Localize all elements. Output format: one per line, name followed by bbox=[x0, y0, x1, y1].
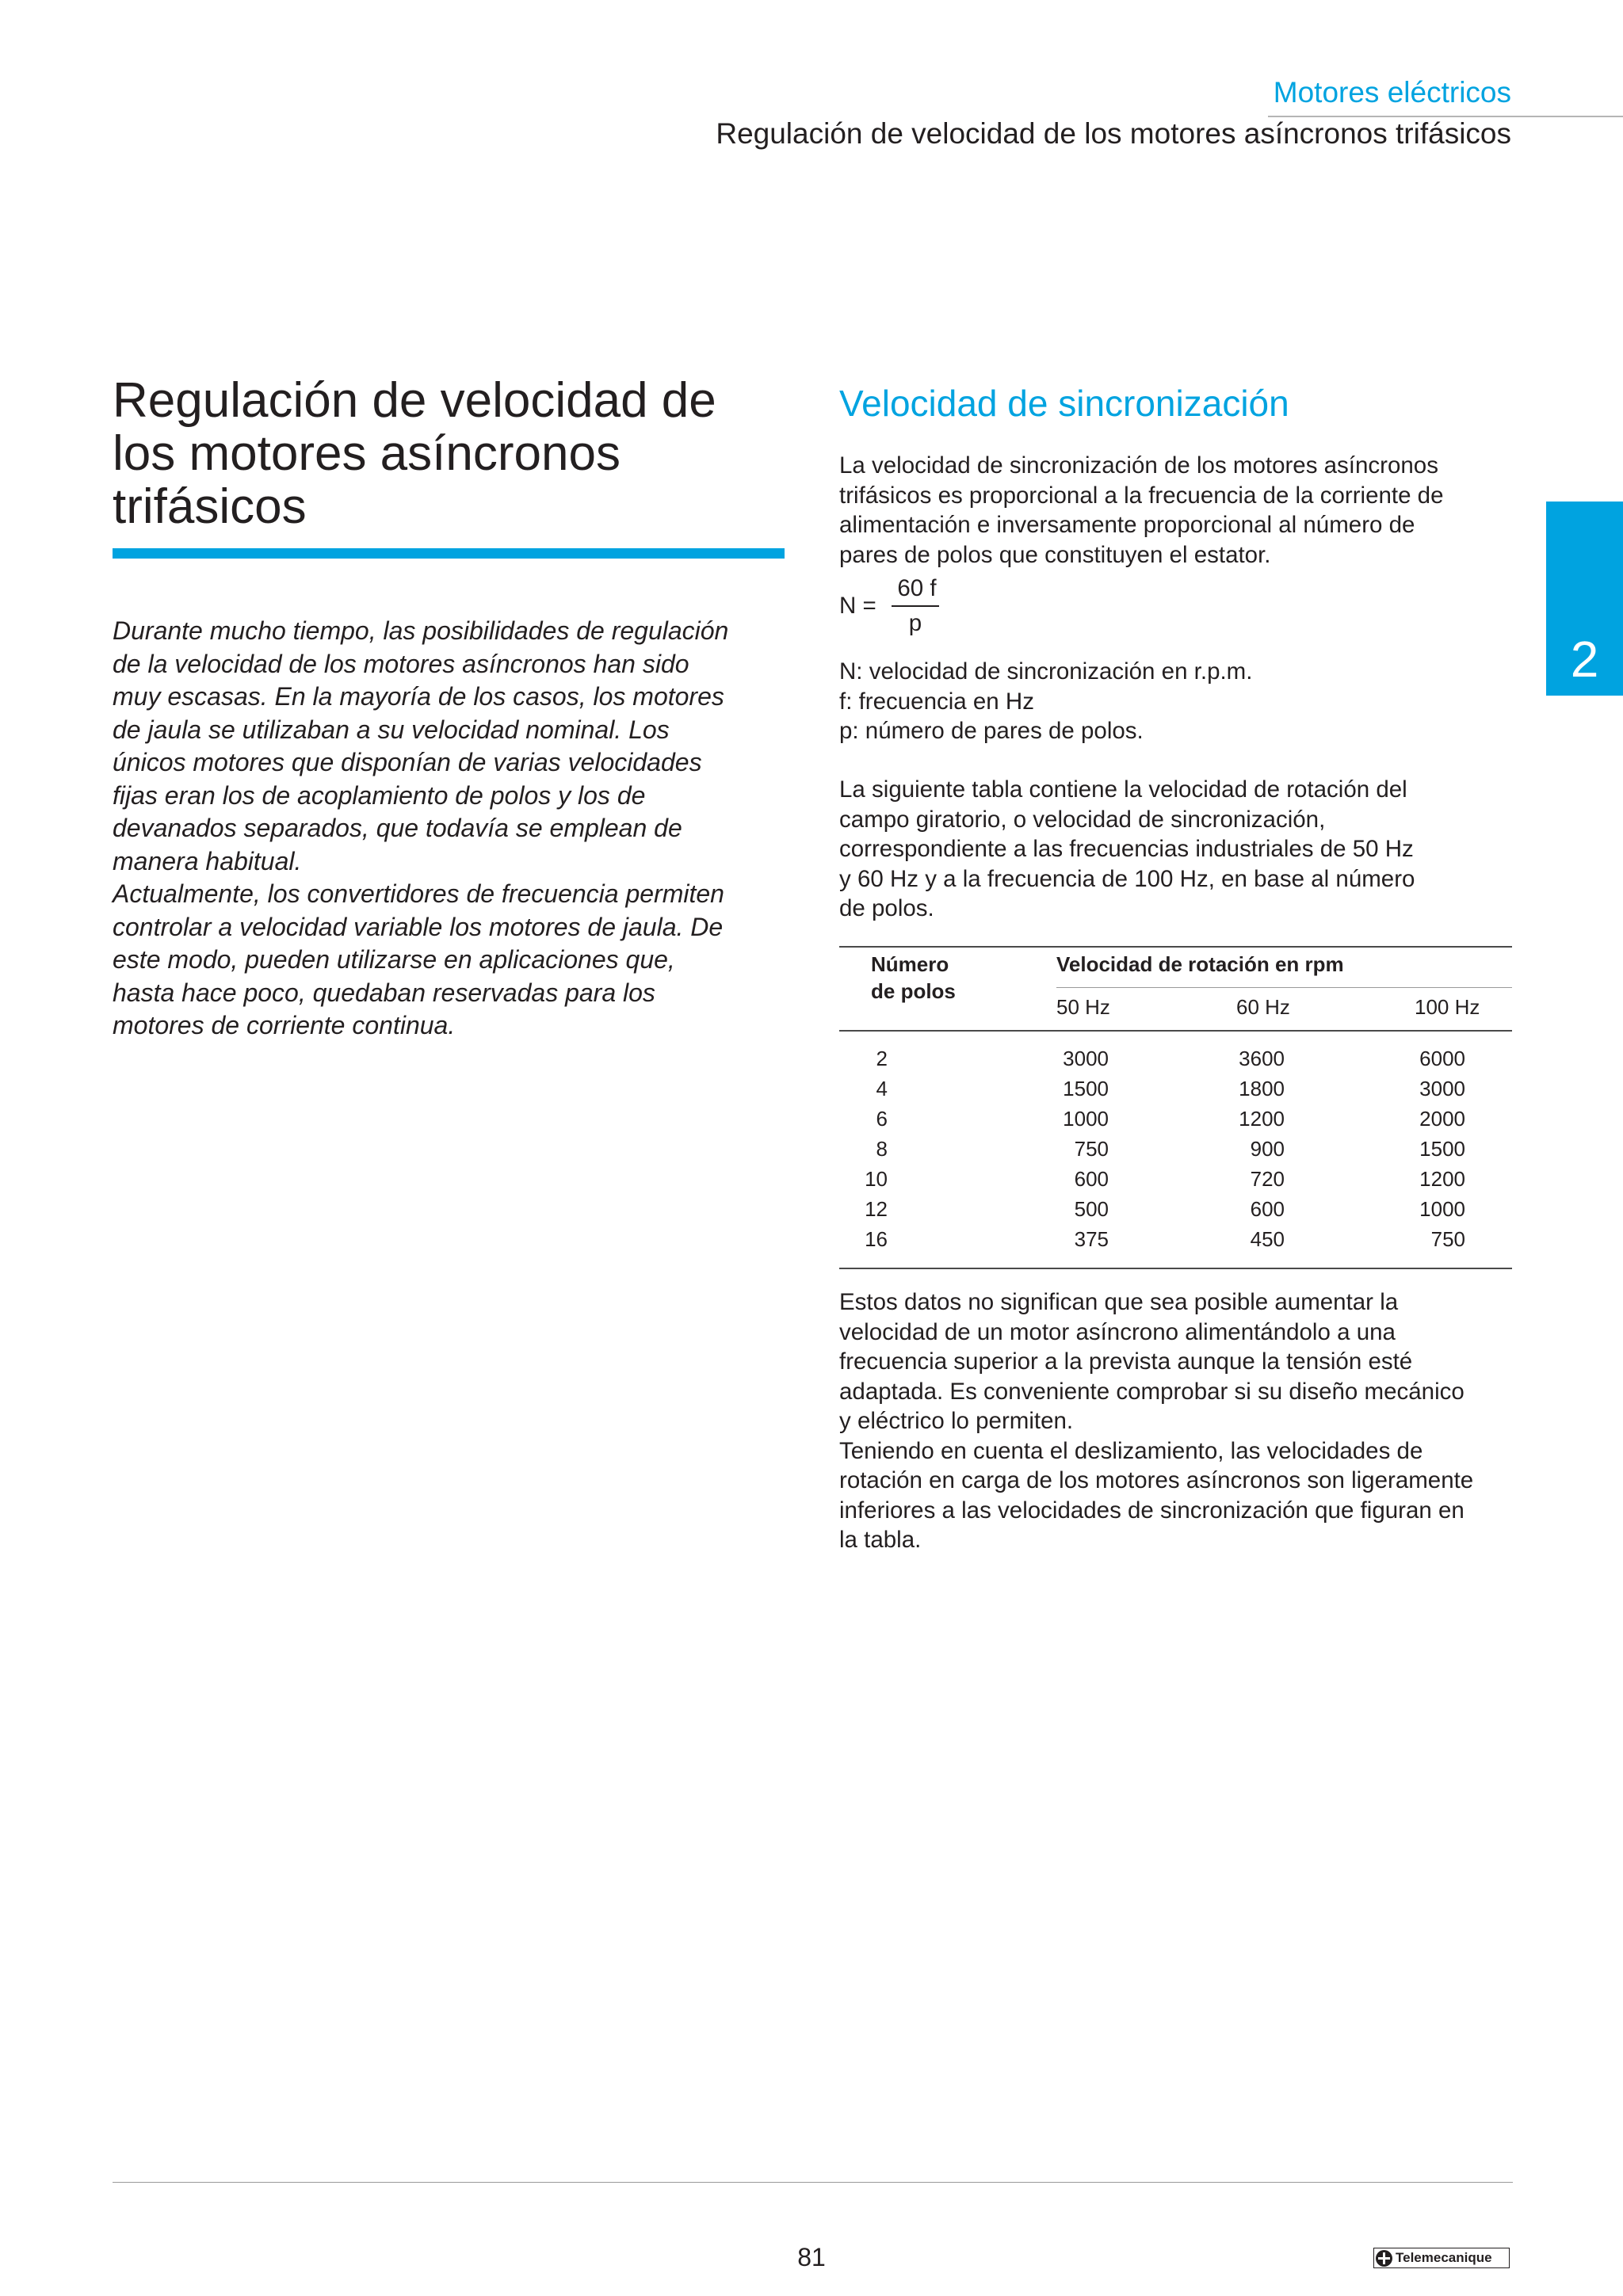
paragraph-line: y eléctrico lo permiten. bbox=[839, 1408, 1074, 1434]
speed-60hz-cell: 600 bbox=[1250, 1197, 1285, 1221]
table-bottom-rule bbox=[839, 1268, 1512, 1269]
speed-50hz-cell: 600 bbox=[1074, 1167, 1109, 1191]
chapter-number: 2 bbox=[1570, 631, 1599, 688]
paragraph-line: Teniendo en cuenta el deslizamiento, las velocidades de bbox=[839, 1437, 1423, 1464]
intro-line: devanados separados, que todavía se emplean de bbox=[113, 814, 682, 842]
poles-cell: 12 bbox=[865, 1197, 888, 1221]
definition-line: N: velocidad de sincronización en r.p.m. bbox=[839, 658, 1253, 685]
paragraph-line: de polos. bbox=[839, 895, 934, 921]
intro-line: hasta hace poco, quedaban reservadas para los bbox=[113, 978, 655, 1007]
telemecanique-logo-icon bbox=[1376, 2250, 1392, 2267]
header-section-title: Motores eléctricos bbox=[1273, 76, 1511, 109]
main-title-line: Regulación de velocidad de bbox=[113, 373, 716, 428]
speed-50hz-cell: 3000 bbox=[1063, 1047, 1109, 1070]
speed-table bbox=[839, 946, 1512, 1269]
speed-100hz-cell: 750 bbox=[1430, 1227, 1465, 1251]
speed-60hz-cell: 3600 bbox=[1239, 1047, 1285, 1070]
paragraph-line: campo giratorio, o velocidad de sincronización, bbox=[839, 806, 1326, 833]
paragraph-line: alimentación e inversamente proporcional al número de bbox=[839, 512, 1415, 538]
speed-60hz-cell: 1800 bbox=[1239, 1077, 1285, 1100]
table-row bbox=[839, 1227, 1512, 1257]
main-title-line: los motores asíncronos bbox=[113, 426, 621, 481]
paragraph-line: La velocidad de sincronización de los motores asíncronos bbox=[839, 452, 1438, 479]
table-top-rule bbox=[839, 946, 1512, 948]
intro-paragraph bbox=[113, 615, 794, 1043]
intro-line: motores de corriente continua. bbox=[113, 1011, 456, 1039]
definition-line: f: frecuencia en Hz bbox=[839, 688, 1034, 715]
intro-line: de jaula se utilizaban a su velocidad nominal. Los bbox=[113, 715, 670, 744]
intro-line: fijas eran los de acoplamiento de polos y los de bbox=[113, 780, 646, 810]
poles-cell: 4 bbox=[876, 1077, 888, 1100]
paragraph-line: correspondiente a las frecuencias industriales de 50 Hz bbox=[839, 836, 1414, 862]
poles-cell: 6 bbox=[876, 1107, 888, 1131]
fraction-bar bbox=[892, 605, 939, 607]
chapter-tab bbox=[1546, 502, 1623, 696]
speed-50hz-cell: 500 bbox=[1074, 1197, 1109, 1221]
speed-60hz-cell: 1200 bbox=[1239, 1107, 1285, 1131]
paragraph-line: velocidad de un motor asíncrono alimentándolo a una bbox=[839, 1318, 1396, 1345]
speed-100hz-cell: 3000 bbox=[1419, 1077, 1465, 1100]
variable-definitions bbox=[839, 657, 1521, 746]
poles-cell: 2 bbox=[876, 1047, 888, 1070]
table-row bbox=[839, 1167, 1512, 1197]
intro-line: Durante mucho tiempo, las posibilidades de regulación bbox=[113, 616, 729, 645]
paragraph-line: y 60 Hz y a la frecuencia de 100 Hz, en base al número bbox=[839, 865, 1415, 892]
formula-numerator: 60 f bbox=[897, 575, 937, 601]
paragraph-line: Estos datos no significan que sea posible aumentar la bbox=[839, 1289, 1399, 1315]
paragraph-line: trifásicos es proporcional a la frecuencia de la corriente de bbox=[839, 482, 1444, 509]
subheader-100hz: 100 Hz bbox=[1415, 995, 1480, 1019]
paragraph-line: inferiores a las velocidades de sincronización que figuran en bbox=[839, 1497, 1465, 1524]
formula-denominator: p bbox=[908, 610, 922, 636]
speed-100hz-cell: 2000 bbox=[1419, 1107, 1465, 1131]
subheader-50hz: 50 Hz bbox=[1056, 995, 1110, 1019]
definition-line: p: número de pares de polos. bbox=[839, 718, 1144, 744]
paragraph-line: la tabla. bbox=[839, 1527, 922, 1553]
paragraph-line: rotación en carga de los motores asíncronos son ligeramente bbox=[839, 1467, 1474, 1493]
header-poles-line: Número bbox=[871, 952, 949, 976]
speed-50hz-cell: 375 bbox=[1074, 1227, 1109, 1251]
subheader-60hz: 60 Hz bbox=[1236, 995, 1290, 1019]
header-subtitle: Regulación de velocidad de los motores asíncronos trifásicos bbox=[716, 117, 1511, 150]
main-title bbox=[113, 374, 810, 533]
speed-50hz-cell: 1000 bbox=[1063, 1107, 1109, 1131]
paragraph-line: pares de polos que constituyen el estator. bbox=[839, 541, 1271, 568]
brand-name: Telemecanique bbox=[1396, 2250, 1492, 2265]
footer-rule bbox=[113, 2182, 1513, 2183]
intro-line: este modo, pueden utilizarse en aplicaciones que, bbox=[113, 945, 675, 974]
intro-line: controlar a velocidad variable los motores de jaula. De bbox=[113, 912, 724, 941]
table-row bbox=[839, 1107, 1512, 1137]
intro-line: manera habitual. bbox=[113, 846, 302, 875]
speed-50hz-cell: 750 bbox=[1074, 1137, 1109, 1161]
main-title-line: trifásicos bbox=[113, 479, 307, 534]
intro-line: muy escasas. En la mayoría de los casos, los motores bbox=[113, 682, 724, 711]
formula-lhs: N = bbox=[839, 593, 876, 619]
intro-line: únicos motores que disponían de varias velocidades bbox=[113, 748, 702, 776]
speed-100hz-cell: 1500 bbox=[1419, 1137, 1465, 1161]
intro-line: Actualmente, los convertidores de frecuencia permiten bbox=[113, 879, 724, 908]
intro-line: de la velocidad de los motores asíncronos han sido bbox=[113, 649, 689, 678]
header-poles bbox=[871, 951, 956, 1005]
title-underline-bar bbox=[113, 548, 785, 559]
speed-50hz-cell: 1500 bbox=[1063, 1077, 1109, 1100]
speed-60hz-cell: 450 bbox=[1250, 1227, 1285, 1251]
paragraph-table-intro bbox=[839, 775, 1521, 924]
speed-100hz-cell: 6000 bbox=[1419, 1047, 1465, 1070]
speed-60hz-cell: 720 bbox=[1250, 1167, 1285, 1191]
table-row bbox=[839, 1197, 1512, 1227]
header-poles-line: de polos bbox=[871, 979, 956, 1003]
header-sub-rule bbox=[1056, 987, 1512, 988]
paragraph-line: La siguiente tabla contiene la velocidad de rotación del bbox=[839, 776, 1407, 803]
speed-60hz-cell: 900 bbox=[1250, 1137, 1285, 1161]
table-row bbox=[839, 1047, 1512, 1077]
paragraph-sync-speed bbox=[839, 451, 1521, 570]
table-row bbox=[839, 1077, 1512, 1107]
speed-100hz-cell: 1000 bbox=[1419, 1197, 1465, 1221]
page-number: 81 bbox=[797, 2243, 826, 2271]
speed-100hz-cell: 1200 bbox=[1419, 1167, 1465, 1191]
poles-cell: 8 bbox=[876, 1137, 888, 1161]
section-title: Velocidad de sincronización bbox=[839, 383, 1289, 424]
paragraph-line: adaptada. Es conveniente comprobar si su diseño mecánico bbox=[839, 1378, 1465, 1405]
paragraph-line: frecuencia superior a la prevista aunque la tensión esté bbox=[839, 1348, 1413, 1375]
poles-cell: 10 bbox=[865, 1167, 888, 1191]
table-header-rule bbox=[839, 1030, 1512, 1032]
header-speed: Velocidad de rotación en rpm bbox=[1056, 952, 1344, 976]
paragraph-closing bbox=[839, 1287, 1521, 1555]
poles-cell: 16 bbox=[865, 1227, 888, 1251]
brand-logo bbox=[1373, 2248, 1510, 2268]
table-row bbox=[839, 1137, 1512, 1167]
